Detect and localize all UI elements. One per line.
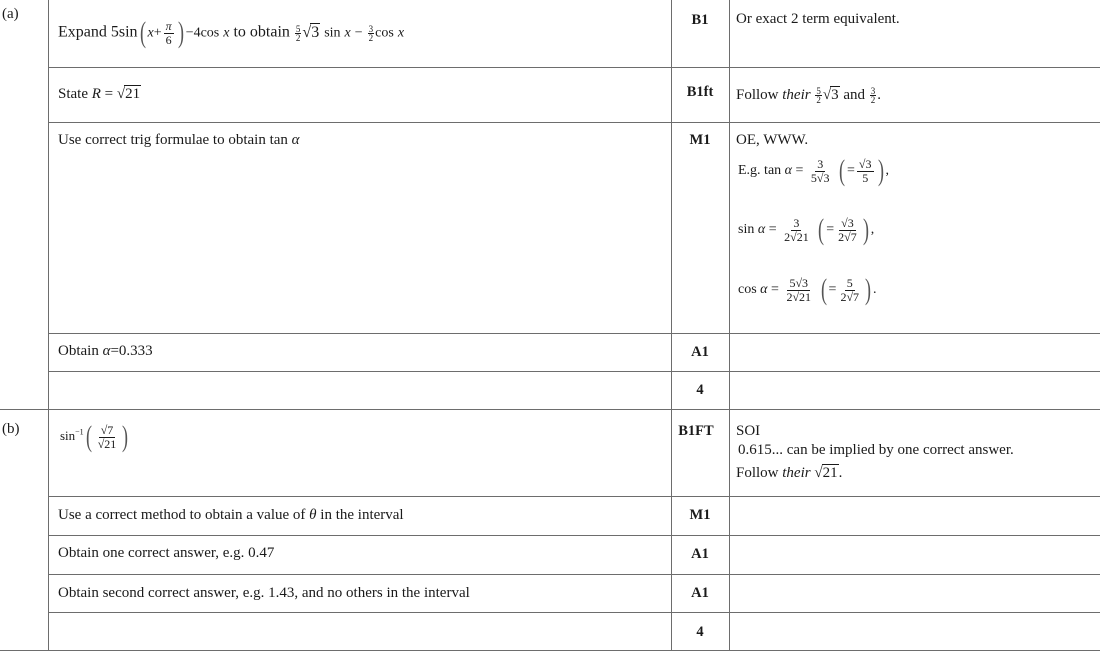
part-label-a: (a): [2, 6, 19, 22]
guidance-a2: [736, 87, 881, 104]
answer-second-correct: Obtain second correct answer, e.g. 1.43, and no others in the interval: [58, 585, 470, 601]
var-x: x: [147, 25, 154, 41]
fraction: [782, 217, 811, 244]
var-theta: θ: [309, 507, 317, 523]
text: ,: [870, 222, 875, 238]
op: =: [768, 222, 777, 238]
text: sin: [324, 25, 341, 41]
fraction: [836, 217, 859, 244]
num: √3: [858, 156, 872, 171]
paren: (: [85, 420, 92, 453]
row-divider-part: [0, 409, 1100, 410]
num: 3: [793, 215, 800, 230]
paren: ): [862, 213, 869, 246]
text: their: [782, 465, 811, 481]
var-alpha: α: [102, 343, 111, 359]
den: 5: [862, 170, 869, 185]
mark-b4: A1: [691, 585, 709, 601]
mark-b2: M1: [689, 507, 711, 523]
den: 2√21: [786, 289, 812, 304]
text: .: [877, 87, 882, 103]
den: 2√7: [840, 289, 860, 304]
col-divider-guidance: [729, 0, 730, 651]
mark-b1: B1FT: [678, 423, 714, 439]
op: =: [826, 222, 835, 238]
text: ,: [885, 163, 890, 179]
var-x: x: [223, 25, 230, 41]
row-divider: [48, 535, 1100, 536]
guidance-a1: Or exact 2 term equivalent.: [736, 11, 900, 27]
sqrt-sign: √: [822, 87, 832, 103]
guidance-b1-implied: 0.615... can be implied by one correct answer.: [738, 442, 1014, 458]
var-x: x: [344, 25, 351, 41]
paren: ): [122, 420, 129, 453]
num: 5: [295, 23, 301, 34]
text: Follow: [736, 87, 779, 103]
mark-b-total: 4: [696, 624, 704, 640]
num: π: [165, 18, 172, 33]
mark-a3: M1: [689, 132, 711, 148]
fraction: [784, 277, 813, 304]
sqrt-sign: √: [814, 465, 823, 481]
answer-first-correct: Obtain one correct answer, e.g. 0.47: [58, 545, 275, 561]
mark-a-total: 4: [696, 382, 704, 398]
guidance-sin: [738, 215, 874, 245]
text: .: [838, 465, 843, 481]
text: cos: [738, 282, 757, 298]
fraction: [857, 158, 874, 185]
den: 6: [165, 32, 172, 47]
var-alpha: α: [757, 222, 766, 238]
den: 2: [816, 95, 821, 106]
row-divider: [48, 496, 1100, 497]
answer-arcsin: [60, 422, 130, 452]
radicand: 3: [311, 23, 320, 41]
op: =: [828, 282, 837, 298]
num: 3: [368, 23, 374, 34]
mark-a4: A1: [691, 344, 709, 360]
row-divider: [48, 122, 1100, 123]
var-r: R: [91, 86, 101, 102]
fraction: [838, 277, 861, 304]
text: Use a correct method to obtain a value of: [58, 507, 306, 523]
guidance-b1-follow: [736, 465, 842, 482]
num: 3: [817, 156, 824, 171]
mark-b3: A1: [691, 546, 709, 562]
op: =: [771, 282, 779, 298]
num: √3: [841, 215, 854, 230]
text: State: [58, 86, 88, 102]
radicand: 3: [831, 87, 839, 103]
var-alpha: α: [291, 132, 300, 148]
mark-a1: B1: [691, 12, 709, 28]
row-divider: [48, 371, 1100, 372]
num: 3: [870, 86, 876, 97]
answer-state-r: [58, 86, 141, 103]
paren: (: [139, 16, 146, 49]
var-alpha: α: [760, 282, 768, 298]
fraction: [96, 424, 119, 451]
sqrt-sign: √: [302, 23, 312, 41]
fraction: [164, 20, 174, 47]
sqrt-sign: √: [116, 86, 126, 102]
num: √7: [100, 422, 114, 437]
paren: (: [820, 273, 827, 306]
guidance-a3-oe: OE, WWW.: [736, 132, 809, 148]
row-divider: [48, 67, 1100, 68]
answer-alpha: [58, 343, 153, 360]
op: −: [354, 25, 363, 41]
op: =: [795, 163, 804, 179]
guidance-b1-soi: SOI: [736, 423, 761, 439]
value: 0.333: [118, 343, 153, 359]
radicand: 21: [125, 86, 141, 102]
op: =: [847, 163, 855, 179]
den: 2: [295, 32, 301, 43]
row-divider: [48, 333, 1100, 334]
den: 2√7: [838, 229, 857, 244]
row-divider: [48, 574, 1100, 575]
den: 2: [368, 32, 374, 43]
text: to obtain: [233, 23, 290, 41]
den: 2√21: [784, 229, 809, 244]
mark-a2: B1ft: [686, 84, 714, 100]
var-x: x: [397, 25, 405, 41]
den: 5√3: [810, 170, 830, 185]
text: Use correct trig formulae to obtain tan: [58, 132, 288, 148]
text: Obtain: [58, 343, 99, 359]
den: √21: [97, 436, 117, 451]
text: .: [873, 282, 877, 298]
text: Expand: [58, 23, 107, 41]
num: 5: [846, 275, 853, 290]
op: =: [110, 343, 119, 359]
paren: ): [865, 273, 872, 306]
fraction: [809, 158, 832, 185]
text: in the interval: [320, 507, 404, 523]
fraction: [368, 25, 375, 42]
paren: (: [839, 154, 846, 187]
paren: ): [177, 16, 184, 49]
den: 2: [870, 95, 876, 106]
text: E.g. tan: [738, 163, 782, 179]
num: 5: [816, 86, 821, 97]
row-divider: [48, 612, 1100, 613]
radicand: 21: [822, 465, 838, 481]
part-label-b: (b): [2, 421, 20, 437]
answer-method: [58, 507, 404, 524]
text: sin: [738, 222, 755, 238]
paren: (: [818, 213, 825, 246]
text: sin: [60, 427, 76, 443]
var-alpha: α: [784, 163, 793, 179]
text: their: [782, 87, 811, 103]
text: Follow: [736, 465, 779, 481]
op: =: [104, 86, 114, 102]
col-divider-left: [48, 0, 49, 651]
text: cos: [375, 25, 394, 41]
guidance-tan: [738, 156, 889, 186]
paren: ): [877, 154, 884, 187]
fraction: [815, 87, 822, 104]
guidance-cos: [738, 275, 877, 305]
text: and: [843, 87, 866, 103]
text: −4cos: [185, 25, 220, 41]
superscript: −1: [75, 427, 84, 437]
answer-expand: [58, 18, 404, 48]
op: +: [153, 25, 162, 41]
fraction: [870, 87, 877, 104]
fraction: [295, 25, 302, 42]
text: 5sin: [110, 23, 138, 41]
num: 5√3: [789, 275, 809, 290]
answer-trig: [58, 132, 300, 149]
